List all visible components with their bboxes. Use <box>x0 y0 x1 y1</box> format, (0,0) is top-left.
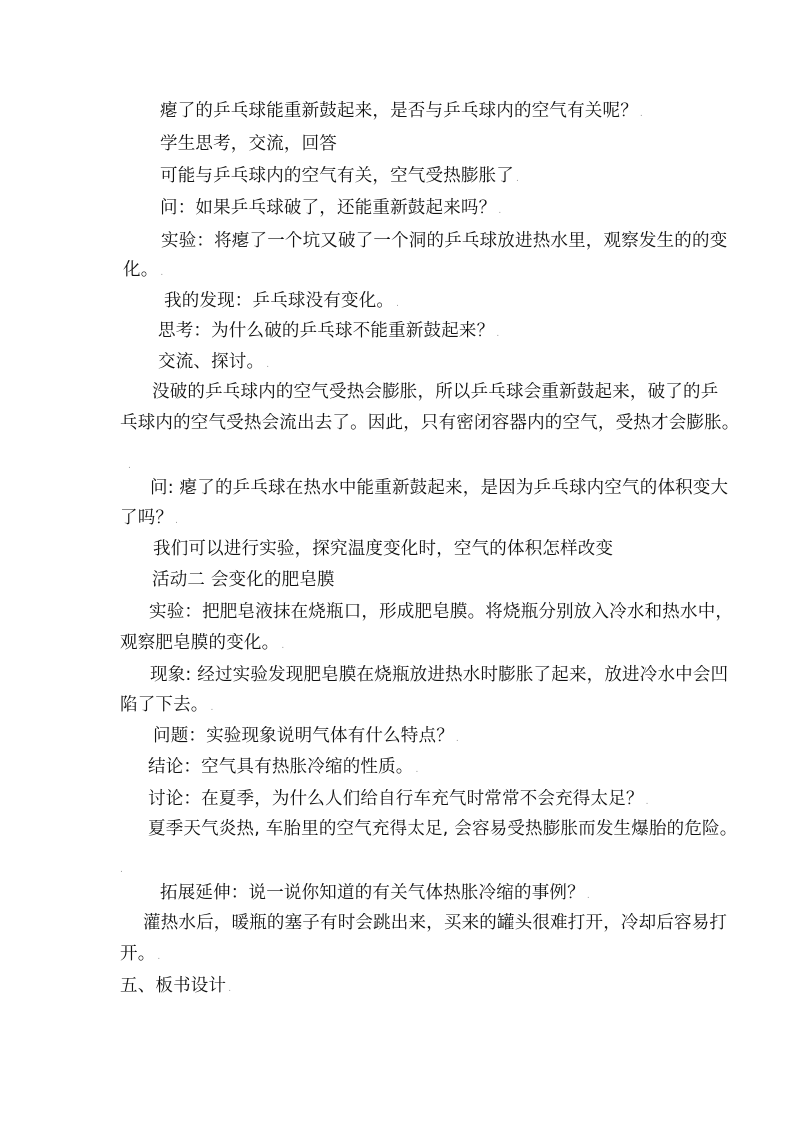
paragraph-mark: . <box>157 952 161 962</box>
paragraph-2 <box>160 133 337 155</box>
paragraph-7 <box>158 320 499 345</box>
paragraph-text: 瘪了的乒乓球能重新鼓起来，是否与乒乓球内的空气有关呢？ <box>160 101 638 121</box>
paragraph-mark: . <box>210 703 214 713</box>
paragraph-mark: . <box>455 734 459 744</box>
section-heading-board-design <box>120 975 231 1000</box>
paragraph-text: 观察肥皂膜的变化。 <box>120 633 280 653</box>
paragraph-text: 可能与乒乓球内的空气有关，空气受热膨胀了 <box>160 166 514 186</box>
paragraph-text: 化。 <box>123 260 159 280</box>
paragraph-mark: . <box>415 765 419 775</box>
paragraph-5-cont <box>123 259 163 284</box>
paragraph-mark: . <box>281 641 285 651</box>
paragraph-mark: . <box>396 299 400 309</box>
paragraph-14-cont <box>120 694 214 719</box>
paragraph-17 <box>148 788 649 813</box>
paragraph-11 <box>153 538 613 560</box>
paragraph-15 <box>153 725 459 750</box>
paragraph-mark: . <box>496 329 500 339</box>
paragraph-text: 乓球内的空气受热会流出去了。因此，只有密闭容器内的空气，受热才会膨胀。 <box>120 413 740 433</box>
paragraph-9 <box>152 381 718 403</box>
paragraph-4 <box>160 197 501 222</box>
paragraph-6 <box>164 290 399 315</box>
paragraph-19 <box>160 882 590 907</box>
paragraph-14 <box>150 664 728 686</box>
paragraph-13-cont <box>120 632 284 657</box>
paragraph-text: 学生思考，交流，回答 <box>160 134 337 154</box>
paragraph-text: 没破的乒乓球内的空气受热会膨胀，所以乒乓球会重新鼓起来，破了的乒 <box>152 382 719 402</box>
empty-paragraph-mark: . <box>128 461 131 471</box>
paragraph-20 <box>143 912 727 934</box>
paragraph-mark: . <box>645 797 649 807</box>
paragraph-text: 灌热水后，暖瓶的塞子有时会跳出来，买来的罐头很难打开，冷却后容易打 <box>143 913 728 933</box>
paragraph-mark: . <box>266 360 270 370</box>
paragraph-3 <box>160 165 519 190</box>
paragraph-text: 陷了下去。 <box>120 695 209 715</box>
paragraph-20-cont <box>120 943 160 968</box>
paragraph-10 <box>150 477 728 499</box>
paragraph-text: 实验：将瘪了一个坑又破了一个洞的乒乓球放进热水里，观察发生的的变 <box>161 231 728 251</box>
paragraph-mark: . <box>175 516 179 526</box>
paragraph-text: 我们可以进行实验，探究温度变化时，空气的体积怎样改变 <box>153 539 614 559</box>
paragraph-18 <box>148 818 737 840</box>
paragraph-text: 思考：为什么破的乒乓球不能重新鼓起来？ <box>158 321 495 341</box>
paragraph-16 <box>148 756 419 781</box>
paragraph-text: 夏季天气炎热, 车胎里的空气充得太足, 会容易受热膨胀而发生爆胎的危险。 <box>148 819 738 839</box>
paragraph-mark: . <box>586 891 590 901</box>
paragraph-text: 问：如果乒乓球破了，还能重新鼓起来吗？ <box>160 198 497 218</box>
paragraph-text: 我的发现：乒乓球没有变化。 <box>164 291 395 311</box>
paragraph-mark: . <box>639 109 643 119</box>
paragraph-mark: . <box>228 984 232 994</box>
paragraph-text: 现象: 经过实验发现肥皂膜在烧瓶放进热水时膨胀了起来，放进冷水中会凹 <box>150 665 729 685</box>
paragraph-mark: . <box>160 268 164 278</box>
paragraph-mark: . <box>498 206 502 216</box>
paragraph-13 <box>149 601 733 623</box>
paragraph-text: 活动二 会变化的肥皂膜 <box>152 570 335 590</box>
paragraph-9-cont <box>120 412 740 434</box>
paragraph-text: 了吗？ <box>120 508 174 528</box>
paragraph-text: 开。 <box>120 944 156 964</box>
paragraph-text: 拓展延伸：说一说你知道的有关气体热胀冷缩的事例？ <box>160 883 585 903</box>
paragraph-text: 结论：空气具有热胀冷缩的性质。 <box>148 757 414 777</box>
paragraph-text: 交流、探讨。 <box>158 352 265 372</box>
paragraph-5 <box>161 230 727 252</box>
paragraph-text: 问题：实验现象说明气体有什么特点？ <box>153 726 454 746</box>
paragraph-text: 五、板书设计 <box>120 976 227 996</box>
paragraph-text: 讨论：在夏季，为什么人们给自行车充气时常常不会充得太足？ <box>148 789 644 809</box>
paragraph-8 <box>158 351 269 376</box>
paragraph-text: 问: 瘪了的乒乓球在热水中能重新鼓起来，是因为乒乓球内空气的体积变大 <box>150 478 729 498</box>
paragraph-text: 实验：把肥皂液抹在烧瓶口，形成肥皂膜。将烧瓶分别放入冷水和热水中， <box>149 602 734 622</box>
paragraph-10-cont <box>120 507 178 532</box>
empty-paragraph-mark: . <box>120 865 123 875</box>
paragraph-12 <box>152 569 335 591</box>
paragraph-mark: . <box>516 174 520 184</box>
paragraph-1 <box>160 100 643 125</box>
